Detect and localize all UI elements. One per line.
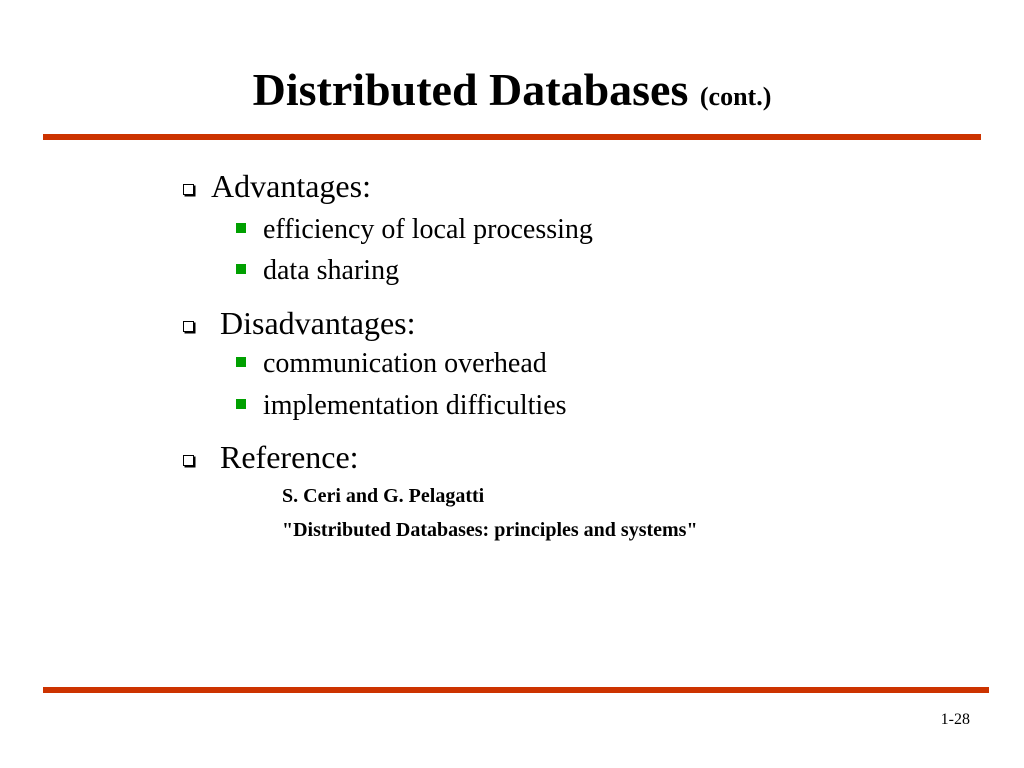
section-label: Reference:	[220, 439, 359, 475]
box-bullet-icon	[183, 184, 194, 195]
list-item-text: implementation difficulties	[263, 390, 567, 421]
square-bullet-icon	[236, 264, 246, 274]
slide-title	[0, 62, 1024, 125]
square-bullet-icon	[236, 223, 246, 233]
list-item-text: communication overhead	[263, 348, 547, 379]
list-item	[236, 348, 547, 380]
list-item-text: data sharing	[263, 255, 400, 286]
section-reference	[183, 439, 359, 475]
section-label: Disadvantages:	[220, 305, 416, 341]
list-item	[236, 390, 567, 422]
page-number: 1-28	[940, 711, 970, 728]
section-advantages	[183, 168, 371, 204]
square-bullet-icon	[236, 357, 246, 367]
reference-authors: S. Ceri and G. Pelagatti	[282, 485, 485, 507]
square-bullet-icon	[236, 399, 246, 409]
bottom-divider	[43, 687, 989, 693]
box-bullet-icon	[183, 455, 194, 466]
list-item	[236, 214, 593, 246]
title-main: Distributed Databases	[252, 64, 689, 115]
top-divider	[43, 134, 981, 140]
box-bullet-icon	[183, 321, 194, 332]
title-suffix: (cont.)	[699, 82, 772, 111]
reference-title: "Distributed Databases: principles and systems"	[282, 519, 698, 541]
section-disadvantages	[183, 305, 416, 341]
section-label: Advantages:	[211, 168, 371, 204]
list-item-text: efficiency of local processing	[263, 214, 593, 245]
list-item	[236, 255, 399, 287]
